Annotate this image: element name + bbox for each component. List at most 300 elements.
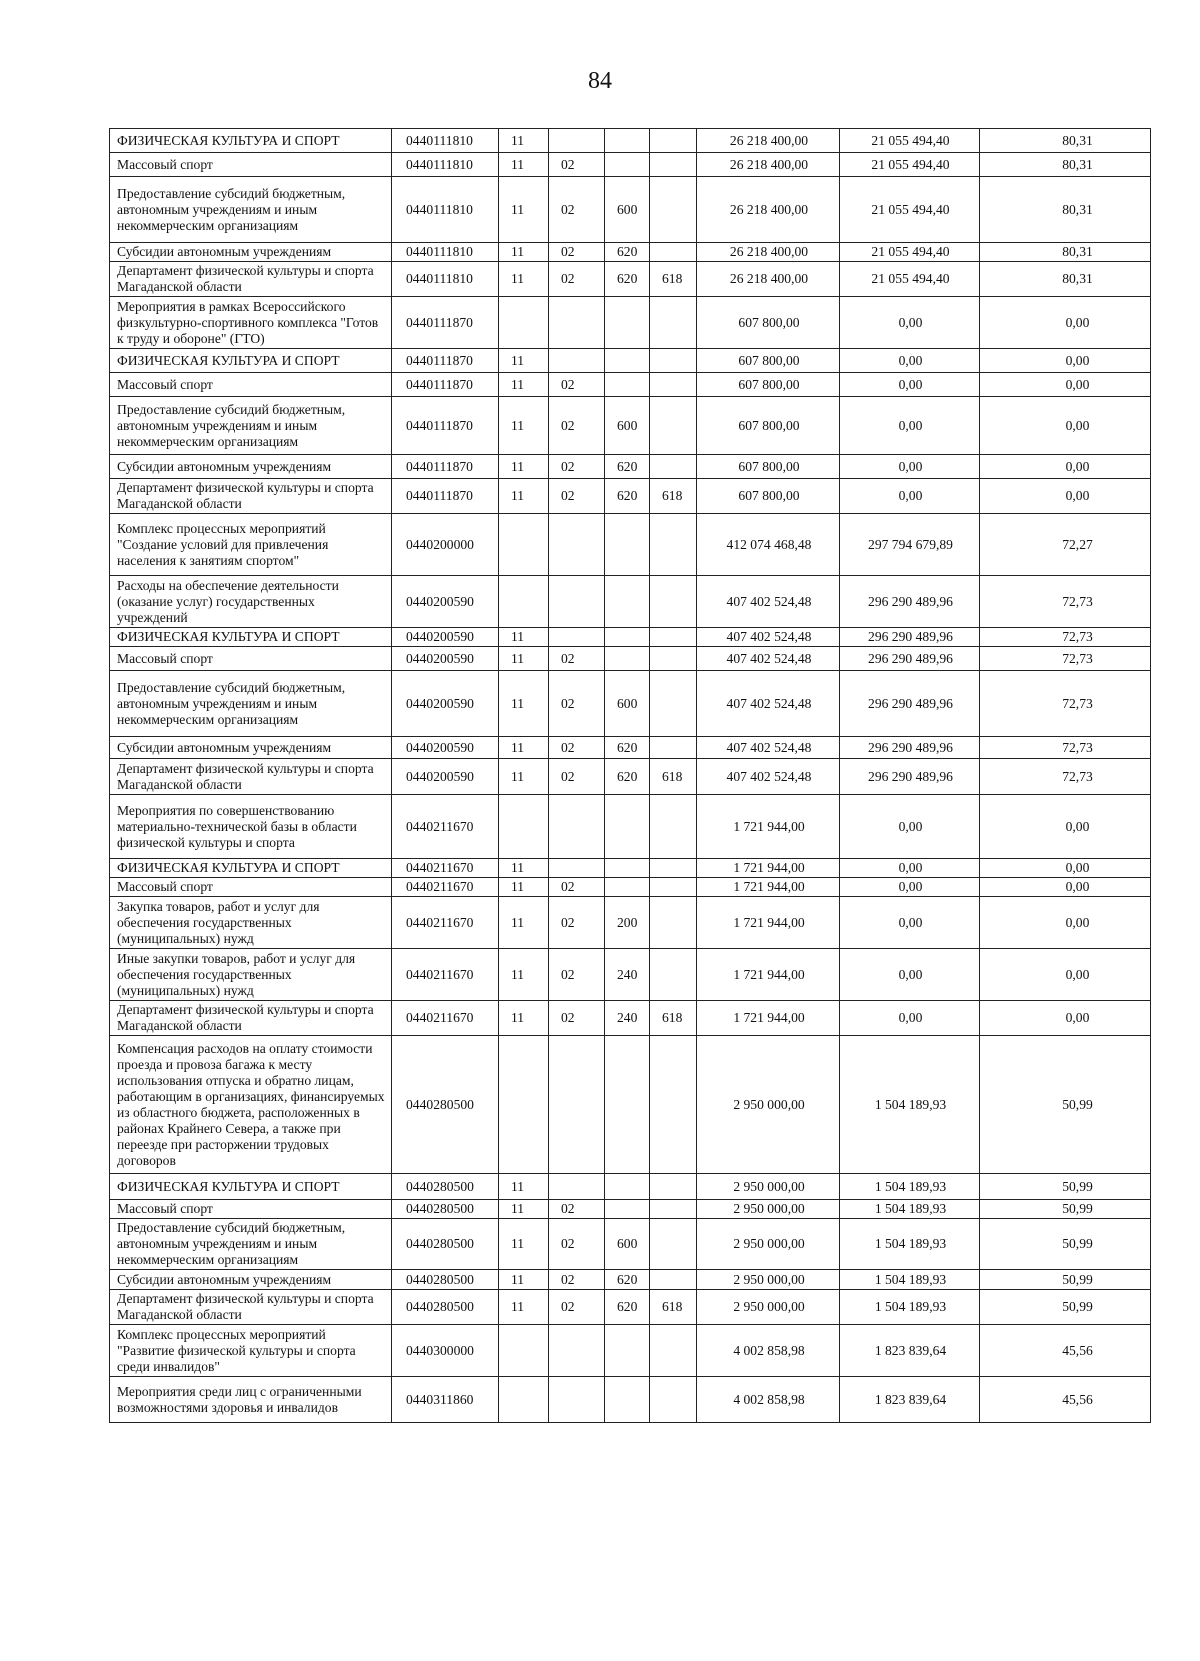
planned-amount: 4 002 858,98 (697, 1325, 840, 1377)
target-article-code: 0440200590 (392, 671, 499, 737)
subsection-code (549, 514, 605, 576)
subsection-code: 02 (549, 897, 605, 949)
expense-type-code: 620 (605, 759, 650, 795)
target-article-code: 0440211670 (392, 897, 499, 949)
subsection-code (549, 1174, 605, 1200)
expense-type-code: 600 (605, 177, 650, 243)
target-article-code: 0440211670 (392, 878, 499, 897)
table-row (110, 878, 1151, 897)
execution-percent: 0,00 (980, 859, 1151, 878)
budget-item-name: ФИЗИЧЕСКАЯ КУЛЬТУРА И СПОРТ (110, 1174, 392, 1200)
target-article-code: 0440211670 (392, 795, 499, 859)
budget-item-name: Субсидии автономным учреждениям (110, 737, 392, 759)
section-code: 11 (499, 243, 549, 262)
budget-item-name: Закупка товаров, работ и услуг для обеспечения государственных (муниципальных) нужд (110, 897, 392, 949)
section-code: 11 (499, 1219, 549, 1270)
subsection-code: 02 (549, 949, 605, 1001)
administrator-code (650, 455, 697, 479)
table-row (110, 479, 1151, 514)
planned-amount: 607 800,00 (697, 297, 840, 349)
actual-amount: 21 055 494,40 (840, 153, 980, 177)
target-article-code: 0440211670 (392, 1001, 499, 1036)
planned-amount: 607 800,00 (697, 349, 840, 373)
actual-amount: 0,00 (840, 1001, 980, 1036)
target-article-code: 0440280500 (392, 1290, 499, 1325)
section-code (499, 514, 549, 576)
expense-type-code (605, 878, 650, 897)
execution-percent: 50,99 (980, 1270, 1151, 1290)
administrator-code (650, 878, 697, 897)
expense-type-code: 600 (605, 397, 650, 455)
section-code: 11 (499, 373, 549, 397)
planned-amount: 407 402 524,48 (697, 671, 840, 737)
expense-type-code: 620 (605, 479, 650, 514)
target-article-code: 0440200590 (392, 628, 499, 647)
budget-item-name: ФИЗИЧЕСКАЯ КУЛЬТУРА И СПОРТ (110, 349, 392, 373)
administrator-code (650, 576, 697, 628)
planned-amount: 2 950 000,00 (697, 1219, 840, 1270)
subsection-code: 02 (549, 878, 605, 897)
expense-type-code (605, 349, 650, 373)
planned-amount: 1 721 944,00 (697, 1001, 840, 1036)
table-row (110, 349, 1151, 373)
execution-percent: 80,31 (980, 129, 1151, 153)
planned-amount: 1 721 944,00 (697, 897, 840, 949)
section-code: 11 (499, 1174, 549, 1200)
expense-type-code (605, 576, 650, 628)
section-code (499, 1377, 549, 1423)
administrator-code: 618 (650, 1001, 697, 1036)
administrator-code (650, 397, 697, 455)
budget-item-name: Мероприятия среди лиц с ограниченными возможностями здоровья и инвалидов (110, 1377, 392, 1423)
expense-type-code: 600 (605, 1219, 650, 1270)
target-article-code: 0440200590 (392, 759, 499, 795)
section-code: 11 (499, 859, 549, 878)
expense-type-code: 620 (605, 243, 650, 262)
table-row (110, 759, 1151, 795)
subsection-code (549, 349, 605, 373)
execution-percent: 0,00 (980, 949, 1151, 1001)
section-code: 11 (499, 1270, 549, 1290)
expense-type-code (605, 795, 650, 859)
target-article-code: 0440111810 (392, 262, 499, 297)
planned-amount: 607 800,00 (697, 397, 840, 455)
planned-amount: 1 721 944,00 (697, 859, 840, 878)
execution-percent: 50,99 (980, 1219, 1151, 1270)
planned-amount: 2 950 000,00 (697, 1290, 840, 1325)
table-row (110, 455, 1151, 479)
section-code: 11 (499, 397, 549, 455)
execution-percent: 0,00 (980, 479, 1151, 514)
table-row (110, 647, 1151, 671)
administrator-code (650, 628, 697, 647)
section-code: 11 (499, 628, 549, 647)
actual-amount: 1 504 189,93 (840, 1219, 980, 1270)
budget-item-name: ФИЗИЧЕСКАЯ КУЛЬТУРА И СПОРТ (110, 859, 392, 878)
subsection-code: 02 (549, 153, 605, 177)
actual-amount: 0,00 (840, 795, 980, 859)
table-row (110, 795, 1151, 859)
target-article-code: 0440111870 (392, 297, 499, 349)
expense-type-code: 600 (605, 671, 650, 737)
actual-amount: 0,00 (840, 878, 980, 897)
subsection-code: 02 (549, 455, 605, 479)
subsection-code: 02 (549, 737, 605, 759)
table-row (110, 1377, 1151, 1423)
execution-percent: 0,00 (980, 349, 1151, 373)
subsection-code (549, 297, 605, 349)
budget-item-name: Департамент физической культуры и спорта Магаданской области (110, 479, 392, 514)
budget-item-name: Предоставление субсидий бюджетным, автономным учреждениям и иным некоммерческим организациям (110, 671, 392, 737)
expense-type-code (605, 859, 650, 878)
actual-amount: 296 290 489,96 (840, 628, 980, 647)
section-code: 11 (499, 737, 549, 759)
planned-amount: 26 218 400,00 (697, 129, 840, 153)
planned-amount: 1 721 944,00 (697, 878, 840, 897)
expense-type-code: 620 (605, 262, 650, 297)
section-code: 11 (499, 177, 549, 243)
section-code: 11 (499, 759, 549, 795)
table-row (110, 243, 1151, 262)
execution-percent: 72,73 (980, 628, 1151, 647)
target-article-code: 0440311860 (392, 1377, 499, 1423)
page-number: 84 (588, 68, 612, 94)
execution-percent: 0,00 (980, 878, 1151, 897)
budget-item-name: Мероприятия по совершенствованию материально-технической базы в области физической культуры и спорта (110, 795, 392, 859)
expense-type-code: 620 (605, 737, 650, 759)
subsection-code: 02 (549, 1001, 605, 1036)
target-article-code: 0440200000 (392, 514, 499, 576)
budget-item-name: Департамент физической культуры и спорта Магаданской области (110, 1001, 392, 1036)
expense-type-code (605, 647, 650, 671)
administrator-code (650, 647, 697, 671)
table-row (110, 153, 1151, 177)
administrator-code: 618 (650, 479, 697, 514)
section-code: 11 (499, 455, 549, 479)
table-row (110, 949, 1151, 1001)
planned-amount: 2 950 000,00 (697, 1270, 840, 1290)
planned-amount: 1 721 944,00 (697, 795, 840, 859)
target-article-code: 0440280500 (392, 1174, 499, 1200)
table-row (110, 1174, 1151, 1200)
expense-type-code (605, 129, 650, 153)
section-code (499, 795, 549, 859)
administrator-code (650, 897, 697, 949)
section-code (499, 576, 549, 628)
administrator-code (650, 514, 697, 576)
administrator-code: 618 (650, 262, 697, 297)
subsection-code (549, 576, 605, 628)
section-code: 11 (499, 129, 549, 153)
planned-amount: 407 402 524,48 (697, 737, 840, 759)
subsection-code: 02 (549, 373, 605, 397)
budget-item-name: Предоставление субсидий бюджетным, автономным учреждениям и иным некоммерческим организациям (110, 1219, 392, 1270)
subsection-code (549, 859, 605, 878)
table-row (110, 1200, 1151, 1219)
section-code: 11 (499, 153, 549, 177)
subsection-code: 02 (549, 397, 605, 455)
execution-percent: 0,00 (980, 455, 1151, 479)
budget-item-name: Компенсация расходов на оплату стоимости проезда и провоза багажа к месту использования отпуска и обратно лицам, работающим в организациях, финансируемых из областного бюджета, расположенных в районах Крайнего Севера, а также при переезде при расторжении трудовых договоров (110, 1036, 392, 1174)
table-row (110, 297, 1151, 349)
budget-item-name: ФИЗИЧЕСКАЯ КУЛЬТУРА И СПОРТ (110, 129, 392, 153)
expense-type-code (605, 1325, 650, 1377)
section-code: 11 (499, 1290, 549, 1325)
target-article-code: 0440111870 (392, 455, 499, 479)
table-row (110, 576, 1151, 628)
table-row (110, 1325, 1151, 1377)
expense-type-code (605, 1377, 650, 1423)
expense-type-code (605, 1174, 650, 1200)
subsection-code: 02 (549, 1290, 605, 1325)
actual-amount: 296 290 489,96 (840, 759, 980, 795)
actual-amount: 21 055 494,40 (840, 262, 980, 297)
execution-percent: 50,99 (980, 1036, 1151, 1174)
expense-type-code (605, 628, 650, 647)
subsection-code: 02 (549, 262, 605, 297)
budget-item-name: Массовый спорт (110, 878, 392, 897)
planned-amount: 2 950 000,00 (697, 1174, 840, 1200)
table-row (110, 859, 1151, 878)
planned-amount: 26 218 400,00 (697, 262, 840, 297)
execution-percent: 0,00 (980, 795, 1151, 859)
expense-type-code (605, 1200, 650, 1219)
planned-amount: 407 402 524,48 (697, 759, 840, 795)
table-row (110, 1270, 1151, 1290)
target-article-code: 0440111810 (392, 177, 499, 243)
execution-percent: 72,73 (980, 759, 1151, 795)
administrator-code: 618 (650, 759, 697, 795)
target-article-code: 0440111870 (392, 479, 499, 514)
target-article-code: 0440111810 (392, 129, 499, 153)
planned-amount: 607 800,00 (697, 373, 840, 397)
expense-type-code: 620 (605, 455, 650, 479)
budget-item-name: Предоставление субсидий бюджетным, автономным учреждениям и иным некоммерческим организациям (110, 177, 392, 243)
execution-percent: 80,31 (980, 262, 1151, 297)
planned-amount: 1 721 944,00 (697, 949, 840, 1001)
budget-item-name: Департамент физической культуры и спорта Магаданской области (110, 759, 392, 795)
table-row (110, 1219, 1151, 1270)
actual-amount: 1 504 189,93 (840, 1200, 980, 1219)
table-row (110, 177, 1151, 243)
administrator-code (650, 1377, 697, 1423)
expense-type-code: 620 (605, 1270, 650, 1290)
target-article-code: 0440280500 (392, 1270, 499, 1290)
budget-item-name: Расходы на обеспечение деятельности (оказание услуг) государственных учреждений (110, 576, 392, 628)
execution-percent: 50,99 (980, 1290, 1151, 1325)
subsection-code: 02 (549, 243, 605, 262)
planned-amount: 607 800,00 (697, 455, 840, 479)
actual-amount: 297 794 679,89 (840, 514, 980, 576)
actual-amount: 0,00 (840, 397, 980, 455)
administrator-code (650, 949, 697, 1001)
budget-item-name: Массовый спорт (110, 373, 392, 397)
expense-type-code (605, 153, 650, 177)
target-article-code: 0440111810 (392, 153, 499, 177)
administrator-code (650, 153, 697, 177)
actual-amount: 1 504 189,93 (840, 1174, 980, 1200)
section-code: 11 (499, 349, 549, 373)
target-article-code: 0440111870 (392, 349, 499, 373)
execution-percent: 0,00 (980, 897, 1151, 949)
execution-percent: 72,73 (980, 737, 1151, 759)
administrator-code (650, 177, 697, 243)
administrator-code (650, 1325, 697, 1377)
subsection-code (549, 1036, 605, 1174)
execution-percent: 80,31 (980, 177, 1151, 243)
target-article-code: 0440280500 (392, 1036, 499, 1174)
actual-amount: 0,00 (840, 373, 980, 397)
actual-amount: 296 290 489,96 (840, 576, 980, 628)
planned-amount: 26 218 400,00 (697, 153, 840, 177)
actual-amount: 1 504 189,93 (840, 1270, 980, 1290)
administrator-code (650, 1174, 697, 1200)
table-row (110, 628, 1151, 647)
execution-percent: 72,73 (980, 576, 1151, 628)
expense-type-code: 240 (605, 1001, 650, 1036)
expense-type-code: 240 (605, 949, 650, 1001)
subsection-code (549, 129, 605, 153)
budget-item-name: ФИЗИЧЕСКАЯ КУЛЬТУРА И СПОРТ (110, 628, 392, 647)
section-code: 11 (499, 262, 549, 297)
table-row (110, 129, 1151, 153)
section-code: 11 (499, 647, 549, 671)
expense-type-code: 200 (605, 897, 650, 949)
actual-amount: 0,00 (840, 897, 980, 949)
section-code: 11 (499, 897, 549, 949)
budget-item-name: Иные закупки товаров, работ и услуг для обеспечения государственных (муниципальных) нужд (110, 949, 392, 1001)
execution-percent: 50,99 (980, 1174, 1151, 1200)
target-article-code: 0440211670 (392, 859, 499, 878)
planned-amount: 26 218 400,00 (697, 243, 840, 262)
administrator-code (650, 1219, 697, 1270)
administrator-code (650, 129, 697, 153)
section-code (499, 297, 549, 349)
subsection-code: 02 (549, 647, 605, 671)
planned-amount: 407 402 524,48 (697, 628, 840, 647)
budget-item-name: Департамент физической культуры и спорта Магаданской области (110, 1290, 392, 1325)
budget-table (109, 128, 1151, 1423)
administrator-code (650, 349, 697, 373)
section-code: 11 (499, 479, 549, 514)
planned-amount: 412 074 468,48 (697, 514, 840, 576)
actual-amount: 296 290 489,96 (840, 737, 980, 759)
budget-item-name: Массовый спорт (110, 153, 392, 177)
execution-percent: 72,73 (980, 671, 1151, 737)
subsection-code: 02 (549, 759, 605, 795)
section-code (499, 1036, 549, 1174)
administrator-code (650, 737, 697, 759)
section-code: 11 (499, 1001, 549, 1036)
table-row (110, 737, 1151, 759)
budget-item-name: Предоставление субсидий бюджетным, автономным учреждениям и иным некоммерческим организациям (110, 397, 392, 455)
section-code: 11 (499, 1200, 549, 1219)
execution-percent: 72,27 (980, 514, 1151, 576)
target-article-code: 0440280500 (392, 1219, 499, 1270)
actual-amount: 21 055 494,40 (840, 243, 980, 262)
planned-amount: 407 402 524,48 (697, 576, 840, 628)
section-code: 11 (499, 878, 549, 897)
planned-amount: 607 800,00 (697, 479, 840, 514)
actual-amount: 0,00 (840, 479, 980, 514)
subsection-code: 02 (549, 671, 605, 737)
expense-type-code (605, 373, 650, 397)
budget-item-name: Массовый спорт (110, 1200, 392, 1219)
expense-type-code (605, 1036, 650, 1174)
subsection-code: 02 (549, 1219, 605, 1270)
subsection-code (549, 1377, 605, 1423)
expense-type-code (605, 514, 650, 576)
execution-percent: 72,73 (980, 647, 1151, 671)
execution-percent: 0,00 (980, 1001, 1151, 1036)
execution-percent: 0,00 (980, 397, 1151, 455)
actual-amount: 1 504 189,93 (840, 1290, 980, 1325)
subsection-code (549, 795, 605, 859)
administrator-code (650, 1036, 697, 1174)
execution-percent: 50,99 (980, 1200, 1151, 1219)
execution-percent: 0,00 (980, 373, 1151, 397)
target-article-code: 0440200590 (392, 647, 499, 671)
planned-amount: 2 950 000,00 (697, 1200, 840, 1219)
actual-amount: 296 290 489,96 (840, 671, 980, 737)
administrator-code (650, 1200, 697, 1219)
administrator-code (650, 373, 697, 397)
expense-type-code: 620 (605, 1290, 650, 1325)
target-article-code: 0440111870 (392, 397, 499, 455)
section-code: 11 (499, 671, 549, 737)
execution-percent: 0,00 (980, 297, 1151, 349)
budget-item-name: Комплекс процессных мероприятий "Развитие физической культуры и спорта среди инвалидов" (110, 1325, 392, 1377)
table-row (110, 897, 1151, 949)
actual-amount: 1 823 839,64 (840, 1325, 980, 1377)
section-code: 11 (499, 949, 549, 1001)
actual-amount: 21 055 494,40 (840, 129, 980, 153)
target-article-code: 0440211670 (392, 949, 499, 1001)
actual-amount: 0,00 (840, 297, 980, 349)
planned-amount: 407 402 524,48 (697, 647, 840, 671)
administrator-code (650, 297, 697, 349)
administrator-code: 618 (650, 1290, 697, 1325)
budget-item-name: Департамент физической культуры и спорта Магаданской области (110, 262, 392, 297)
budget-table-body (110, 129, 1151, 1423)
actual-amount: 0,00 (840, 349, 980, 373)
planned-amount: 4 002 858,98 (697, 1377, 840, 1423)
administrator-code (650, 795, 697, 859)
subsection-code (549, 628, 605, 647)
actual-amount: 1 504 189,93 (840, 1036, 980, 1174)
execution-percent: 80,31 (980, 153, 1151, 177)
actual-amount: 0,00 (840, 859, 980, 878)
subsection-code (549, 1325, 605, 1377)
target-article-code: 0440300000 (392, 1325, 499, 1377)
table-row (110, 1036, 1151, 1174)
actual-amount: 0,00 (840, 455, 980, 479)
target-article-code: 0440280500 (392, 1200, 499, 1219)
target-article-code: 0440200590 (392, 737, 499, 759)
administrator-code (650, 243, 697, 262)
actual-amount: 21 055 494,40 (840, 177, 980, 243)
target-article-code: 0440200590 (392, 576, 499, 628)
table-row (110, 514, 1151, 576)
table-row (110, 1290, 1151, 1325)
table-row (110, 397, 1151, 455)
actual-amount: 296 290 489,96 (840, 647, 980, 671)
actual-amount: 0,00 (840, 949, 980, 1001)
administrator-code (650, 1270, 697, 1290)
section-code (499, 1325, 549, 1377)
table-row (110, 373, 1151, 397)
execution-percent: 80,31 (980, 243, 1151, 262)
